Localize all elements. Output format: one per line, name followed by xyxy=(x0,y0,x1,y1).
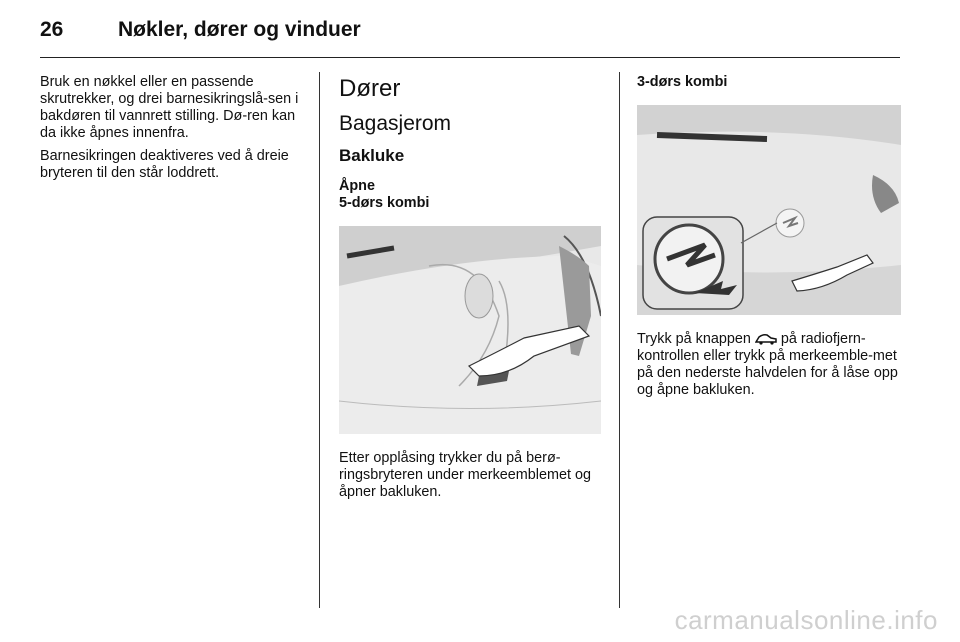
paragraph-3-door-open xyxy=(637,331,901,399)
car-trunk-icon xyxy=(755,333,777,345)
section-heading-tailgate: Bakluke xyxy=(339,146,405,165)
header-divider xyxy=(40,57,900,58)
column-right xyxy=(637,74,901,405)
page-title: Nøkler, dører og vinduer xyxy=(118,18,361,41)
illustration-5-door-tailgate xyxy=(339,226,601,434)
watermark: carmanualsonline.info xyxy=(674,605,938,635)
column-middle xyxy=(339,74,601,507)
illustration-3-door-tailgate xyxy=(637,105,901,315)
paragraph-child-lock: Bruk en nøkkel eller en passende skrutrekker, og drei barnesikringslå-sen i bakdøren til vannrett stilling. Dø-ren kan da ikke åpnes innenfra. xyxy=(40,74,299,141)
section-heading-doors: Dører xyxy=(339,75,401,102)
text-after-icon: på radiofjern-kontrollen eller trykk på merkeemble-met på den nederste halvdelen for å låse opp og åpne bakluken. xyxy=(637,331,898,398)
section-heading-luggage: Bagasjerom xyxy=(339,112,452,135)
page-number: 26 xyxy=(40,18,64,41)
text-before-icon: Trykk på knappen xyxy=(637,331,751,347)
subheading-5-door: 5-dørs kombi xyxy=(339,195,430,211)
subheading-3-door: 3-dørs kombi xyxy=(637,74,728,90)
paragraph-child-lock-deactivate: Barnesikringen deaktiveres ved å dreie bryteren til den står loddrett. xyxy=(40,148,289,181)
column-divider-1 xyxy=(319,72,320,608)
column-divider-2 xyxy=(619,72,620,608)
subheading-open: Åpne xyxy=(339,178,375,194)
column-left xyxy=(40,74,306,188)
paragraph-5-door-open: Etter opplåsing trykker du på berø-ringsbryteren under merkeemblemet og åpner bakluken. xyxy=(339,450,591,500)
page-header xyxy=(40,18,361,42)
